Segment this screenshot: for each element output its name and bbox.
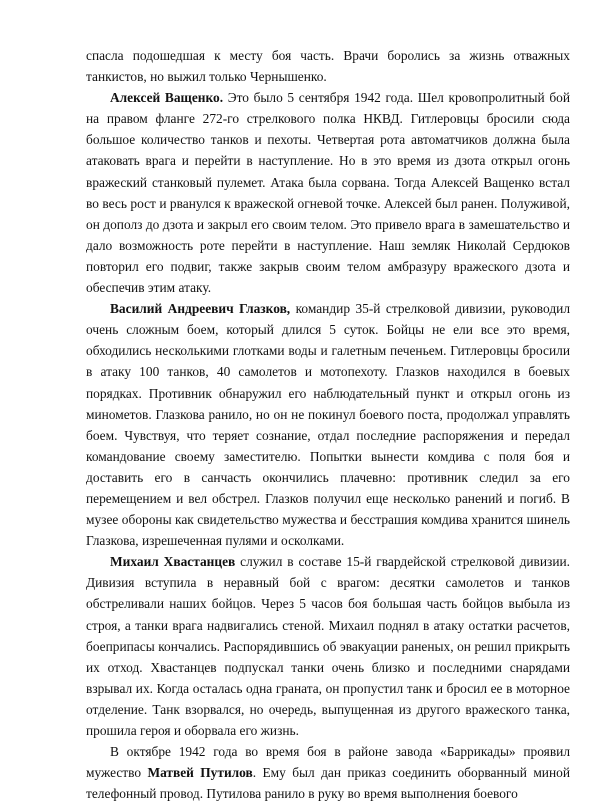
paragraph-khvastantsev: [86, 551, 570, 741]
hero-name: Михаил Хвастанцев: [110, 554, 236, 570]
paragraph-text: командир 35-й стрелковой дивизии, руководил очень сложным боем, который длился 5 суток. Бойцы не ели все это время, обходились несколькими глотками воды и галетным печеньем. Гитлеровцы бросили в атаку 100 танков, 40 самолетов и мотопехоту. Глазков находился в боевых порядках. Противник обнаружил его наблюдательный пункт и открыл огонь из минометов. Глазкова ранило, но он не покинул боевого поста, продолжал управлять боем. Чувствуя, что теряет сознание, отдал последние распоряжения и передал командование своему заместителю. Попытки вынести комдива с поля боя и доставить его в санчасть окончились плачевно: противник следил за его перемещением и вел обстрел. Глазков получил еще несколько ранений и погиб. В музее обороны как свидетельство мужества и бесстрашия комдива хранится шинель Глазкова, изрешеченная пулями и осколками.: [86, 301, 570, 549]
paragraph-continuation: [86, 45, 570, 87]
hero-name: Василий Андреевич Глазков,: [110, 301, 291, 317]
paragraph-text: служил в составе 15-й гвардейской стрелковой дивизии. Дивизия вступила в неравный бой с врагом: десятки самолетов и танков обстреливали наших бойцов. Через 5 часов боя большая часть бойцов выбыла из строя, а танки врага надвигались стеной. Михаил поднял в атаку остатки расчетов, боеприпасы кончались. Распорядившись об эвакуации раненых, он решил прикрыть их отход. Хвастанцев подпускал танки очень близко и последними снарядами взрывал их. Когда осталась одна граната, он пропустил танк и бросил ее в моторное отделение. Танк взорвался, но очередь, выпущенная из другого вражеского танка, прошила героя и оборвала его жизнь.: [86, 554, 571, 738]
paragraph-putilov: [86, 741, 570, 804]
paragraph-text: В октябре 1942 года во время боя в районе завода «Баррикады» проявил мужество: [86, 744, 570, 781]
hero-name: Алексей Ващенко.: [110, 90, 224, 106]
document-page: [86, 45, 570, 804]
paragraph-text: Это было 5 сентября 1942 года. Шел кровопролитный бой на правом фланге 272-го стрелкового полка НКВД. Гитлеровцы бросили сюда большое количество танков и пехоты. Четвертая рота автоматчиков должна была атаковать врага и перейти в наступление. Но в это время из дзота открыл огонь вражеский станковый пулемет. Атака была сорвана. Тогда Алексей Ващенко встал во весь рост и рванулся к вражеской огневой точке. Алексей был ранен. Полуживой, он дополз до дзота и закрыл его своим телом. Это привело врага в замешательство и дало возможность роте перейти в наступление. Наш земляк Николай Сердюков повторил его подвиг, также закрыв своим телом амбразуру вражеского дзота и обеспечив этим атаку.: [86, 90, 571, 296]
paragraph-glazkov: [86, 298, 570, 551]
hero-name: Матвей Путилов: [147, 765, 253, 781]
paragraph-text-after: . Ему был дан приказ соединить оборванный миной телефонный провод. Путилова ранило в руку во время выполнения боевого: [86, 765, 571, 802]
paragraph-vashchenko: [86, 87, 570, 298]
paragraph-text: спасла подошедшая к месту боя часть. Врачи боролись за жизнь отважных танкистов, но выжил только Чернышенко.: [86, 48, 570, 85]
